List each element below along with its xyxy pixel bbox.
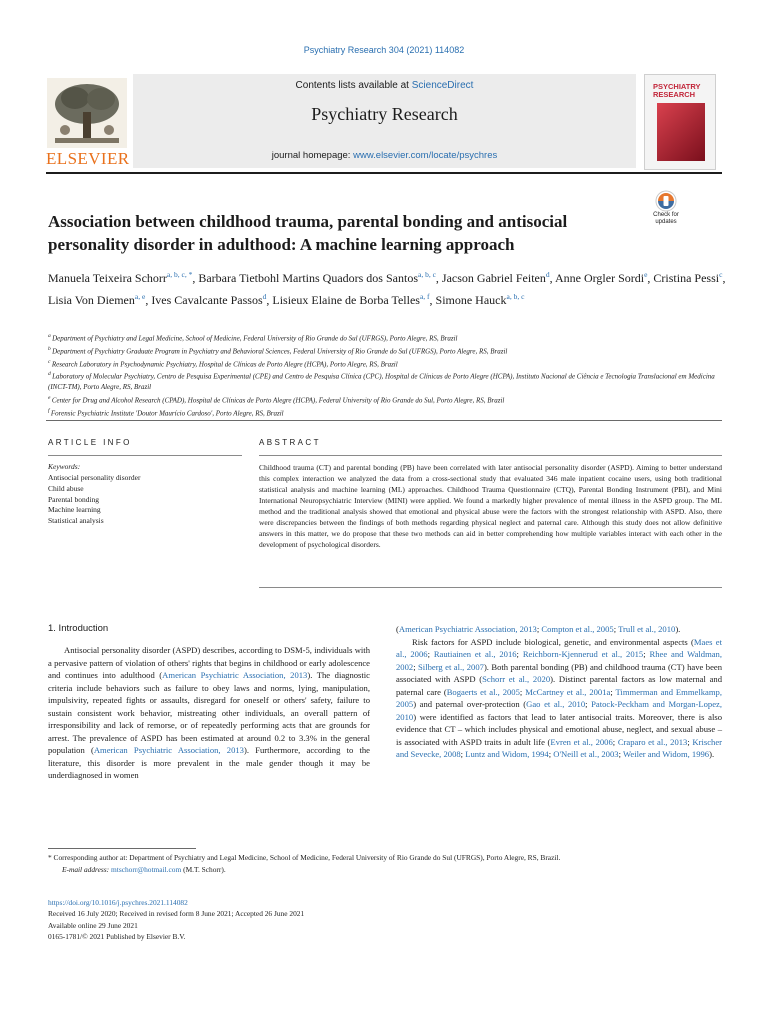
citation-link[interactable]: Gao et al., 2010 [526,699,586,709]
citation-link[interactable]: Reichborn-Kjennerud et al., 2015 [522,649,644,659]
citation-link[interactable]: Weiler and Widom, 1996 [622,749,710,759]
author-affiliation-marker[interactable]: a, e [134,291,146,301]
citation-link[interactable]: Schorr et al., 2020 [482,674,551,684]
keyword-item: Child abuse [48,483,84,493]
author-name[interactable]: Simone Hauck [435,292,507,307]
citation-link[interactable]: Rautiainen et al., 2016 [433,649,517,659]
author-affiliation-marker[interactable]: c [719,270,723,279]
citation-link[interactable]: American Psychiatric Association, 2013 [93,745,244,755]
footnote [48,852,722,875]
citation-link[interactable]: Krischer and Sevecke, 2008 [396,736,722,759]
body-text: ) and paternal over-protection ( [413,699,527,709]
sciencedirect-link[interactable]: ScienceDirect [411,80,474,91]
intro-paragraph [48,644,370,782]
intro-right-column [396,623,722,761]
intro-paragraph-continued [396,623,722,636]
keywords-label: Keywords: [48,462,81,471]
email-label: E-mail address: [62,864,110,874]
body-text: ). Distinct parental factors as low maternal and paternal care ( [396,674,722,697]
body-text: ; [413,661,419,672]
journal-cover-thumbnail[interactable] [644,74,716,170]
abstract-text: Childhood trauma (CT) and parental bonding (PB) have been correlated with later antisocial personality disorder (ASPD). Aiming to better understand this complex interaction we analyzed the data from a cross-sectional study that evaluated 346 male inpatient cocaine users, using both traditional statistical analysis and machine learning (ML) approaches. Childhood Trauma Questionnaire (CTQ), Parental Bonding Instrument (PBI), and Mini International Neuropsychiatric Interview (MINI) were applied. We found a markedly higher prevalence of mental illness in the ASPD group. The ML method and the traditional analysis showed that emotional and physical abuse were the factors with the strongest relationship with ASPD. Also, there were discrepancies between the findings of both methods regarding physical neglect and paternal care. Although this study does not allow definitive answers in this matter, we do propose that these two methods can aid in better comprehending how multiple variables interact with each other in the development of psychological disorders. [259,463,722,549]
citation-link[interactable]: Bogaerts et al., 2005 [446,686,520,697]
affiliation-key: f [48,407,51,414]
author-name[interactable]: Manuela Teixeira Schorr [48,271,167,285]
author-affiliation-marker[interactable]: a, b, c [417,270,436,279]
body-text: ; [536,624,542,634]
body-text: Risk factors for ASPD include biological, genetic, and environmental aspects ( [412,636,694,647]
affiliation-item [48,369,728,392]
footnote-rule [48,848,196,849]
affiliation-text: Center for Drug and Alcohol Research (CPAD), Hospital de Clínicas de Porto Alegre (HCPA), Federal University of Rio Grande do Sul, Porto Alegre, RS, Brazil [51,396,505,405]
affiliation-text: Department of Psychiatry and Legal Medicine, School of Medicine, Federal University of Rio Grande do Sul (UFRGS), Porto Alegre, RS, Brazil [52,334,458,343]
body-text: ) were identified as factors that lead to later antisocial traits. Moreover, there is also evidence that CT – which includes physical and emotional abuse, neglect, and sexual abuse – is associated with ASPD traits in adult life ( [396,711,722,747]
body-text: ; [427,649,434,659]
contents-prefix: Contents lists available at [295,80,409,91]
affiliation-key: b [48,345,53,352]
citation-link[interactable]: American Psychiatric Association, 2013 [162,670,308,680]
cover-image [657,103,705,161]
affiliation-item [48,344,728,357]
keyword-list [48,473,242,527]
body-text: ; [643,649,650,659]
body-text: ). Both parental bonding (PB) and childhood trauma (CT) have been associated with ASPD ( [396,661,722,684]
keyword-item: Statistical analysis [48,516,104,526]
affiliation-key: a [48,333,53,339]
author-name[interactable]: Jacson Gabriel Feiten [441,271,546,285]
check-for-updates-label[interactable]: Check for updates [653,212,679,225]
author-name[interactable]: Lisieux Elaine de Borba Telles [272,292,420,307]
copyright-line: 0165-1781/© 2021 Published by Elsevier B.V. [48,931,186,941]
citation-link[interactable]: Compton et al., 2005 [541,624,614,634]
author-affiliation-marker[interactable]: d [262,291,267,301]
doi-link[interactable]: https://doi.org/10.1016/j.psychres.2021.114082 [48,898,188,907]
elsevier-wordmark: ELSEVIER [46,149,130,168]
homepage-link[interactable]: www.elsevier.com/locate/psychres [353,150,498,161]
author-affiliation-marker[interactable]: a, b, c, * [166,270,193,279]
contents-line [133,80,636,91]
body-text: ; [548,749,554,759]
citation-link[interactable]: Craparo et al., 2013 [617,736,688,747]
author-affiliation-marker[interactable]: d [545,270,550,279]
author-name[interactable]: Barbara Tietbohl Martins Quadors dos Santos [198,271,418,285]
affiliation-key: c [48,358,52,365]
citation-link[interactable]: Maes et al., 2006 [396,636,722,659]
body-text: ( [396,624,399,634]
author-list: Manuela Teixeira Schorr$^{a, b, c, *}$, Barbara Tietbohl Martins Quadors dos Santos$^{a, b, c}$, Jacson Gabriel Feiten$^d$, Anne Orgler Sordi$^e$, Cristina Pessi$^c$, Lisia Von Diemen$^{a, e}$, Ives Cavalcante Passos$^d$, Lisieux Elaine de Borba Telles$^{a, f}$, Simone Hauck$^{a, b, c}$ [48,270,726,307]
elsevier-tree-logo-icon [47,78,127,148]
intro-paragraph-risk-factors [396,636,722,761]
affiliation-item [48,406,728,419]
body-text: ). The diagnostic criteria include behaviors such as failure to obey laws and norms, lying, manipulation, impulsivity, repeated fights or assaults, disregard for oneself or others' safety, failure to sustain consistent work behavior, mistreating other individuals, an overall pattern of irresponsibility and lack of remorse, or of repeatedly performing acts that are grounds for arrest. The prevalence of ASPD has been estimated at around 0.2 to 3.3% in the general population ( [48,670,370,755]
citation-link[interactable]: Trull et al., 2010 [618,624,676,634]
body-text: ). [675,624,681,634]
email-link[interactable]: mtschorr@hotmail.com [111,864,182,874]
received-dates: Received 16 July 2020; Received in revised form 8 June 2021; Accepted 26 June 2021 [48,909,305,919]
body-text: ). [709,749,715,759]
keyword-item: Antisocial personality disorder [48,473,141,482]
citation-link[interactable]: Luntz and Widom, 1994 [465,749,549,759]
body-text: ; [618,749,623,759]
affiliation-item [48,357,728,370]
body-text: ; [612,736,618,747]
email-line [48,864,722,876]
article-title: Association between childhood trauma, parental bonding and antisocial personality disorder in adulthood: A machine learning approach [48,212,568,254]
author-affiliation-marker[interactable]: a, f [419,291,430,301]
author-name[interactable]: Anne Orgler Sordi [554,271,645,285]
abstract-heading: ABSTRACT [259,438,321,447]
publication-info [48,897,448,942]
body-text: ; [687,736,693,747]
journal-citation[interactable]: Psychiatry Research 304 (2021) 114082 [303,45,465,55]
body-text: ; [516,649,523,659]
affiliation-key: e [48,394,52,401]
body-text: Antisocial personality disorder (ASPD) describes, according to DSM-5, individuals with a pervasive pattern of violation of others' rights that begins in childhood or early adolescence and continues into adulthood ( [48,645,370,680]
author-name[interactable]: Lisia Von Diemen [48,292,135,307]
citation-link[interactable]: Rhee and Waldman, 2002 [396,649,723,672]
body-text: ; [585,699,592,709]
citation-link[interactable]: Timmerman and Emmelkamp, 2005 [396,686,722,709]
body-text: ). Furthermore, according to the literature, this disorder is more prevalent in the male gender though it may be underdiagnosed in women [48,745,370,780]
citation-link[interactable]: American Psychiatric Association, 2013 [398,624,537,634]
author-affiliation-marker[interactable]: a, b, c [506,291,525,301]
article-info-rule [48,455,242,456]
citation-link[interactable]: O'Neill et al., 2003 [553,749,619,759]
affiliation-text: Forensic Psychiatric Institute 'Doutor Maurício Cardoso', Porto Alegre, RS, Brazil [50,408,284,417]
section-divider [46,420,722,421]
journal-name: Psychiatry Research [311,104,458,124]
author-name[interactable]: Ives Cavalcante Passos [151,292,263,307]
journal-homepage-line [133,150,636,161]
intro-left-column [48,644,370,782]
header-divider [46,172,722,174]
keyword-item: Machine learning [48,505,101,515]
citation-link[interactable]: McCartney et al., 2001a [525,686,611,697]
author-name[interactable]: Cristina Pessi [653,271,720,285]
homepage-prefix: journal homepage: [271,150,351,161]
affiliation-text: Research Laboratory in Psychodynamic Psychiatry, Hospital de Clínicas de Porto Alegre (HCPA), Porto Alegre, RS, Brazil [51,359,398,368]
citation-link[interactable]: Evren et al., 2006 [550,736,613,747]
body-text: ; [519,686,526,697]
body-text: ; [613,624,619,634]
citation-link[interactable]: Silberg et al., 2007 [418,661,484,672]
citation-link[interactable]: Patock-Peckham and Morgan-Lopez, 2010 [396,699,722,722]
affiliation-list [48,331,728,418]
keyword-item: Parental bonding [48,494,100,504]
author-affiliation-marker[interactable]: e [644,270,648,279]
affiliation-text: Department of Psychiatry Graduate Program in Psychiatry and Behavioral Sciences, Federal University of Rio Grande do Sul (UFRGS), Porto Alegre, RS, Brazil [52,347,508,356]
body-text: ; [460,749,466,759]
cover-title: PSYCHIATRY RESEARCH [653,82,701,99]
affiliation-text: Laboratory of Molecular Psychiatry, Centro de Pesquisa Experimental (CPE) and Centro de Pesquisa Clínica (CPC), Hospital de Clínicas de Porto Alegre (HCPA), Instituto Nacional de Ciência e Tecnologia Translacional em Medicina (INCT-TM), Porto Alegre, RS, Brazil [48,372,715,392]
introduction-heading: 1. Introduction [48,623,109,634]
article-info-heading: ARTICLE INFO [48,438,132,447]
affiliation-key: d [48,371,53,378]
body-text: ; [610,686,616,697]
abstract-bottom-rule [259,587,722,588]
available-online: Available online 29 June 2021 [48,920,138,930]
affiliation-item [48,393,728,406]
corresponding-author-note: * Corresponding author at: Department of Psychiatry and Legal Medicine, School of Medicine, Federal University of Rio Grande do Sul (UFRGS), Porto Alegre, RS, Brazil. [48,853,561,862]
affiliation-item [48,331,728,344]
abstract-rule [259,455,722,456]
email-suffix: (M.T. Schorr). [183,864,226,874]
